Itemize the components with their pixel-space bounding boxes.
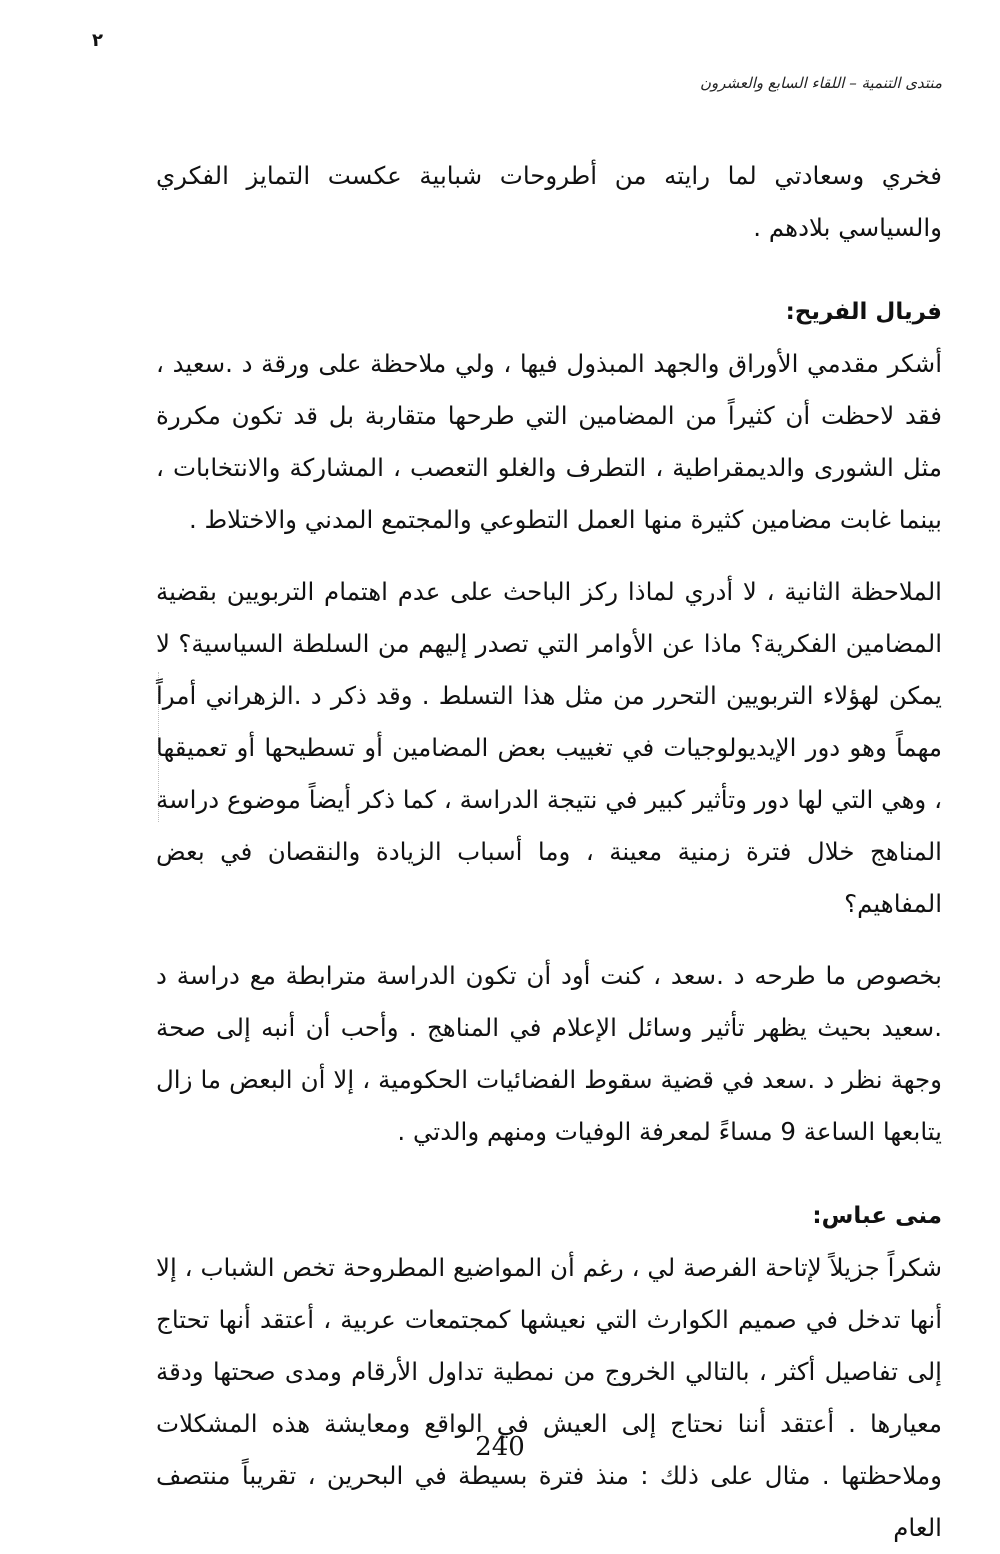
paragraph-faryal-2: الملاحظة الثانية ، لا أدري لماذا ركز الباحث على عدم اهتمام التربويين بقضية المضامين الفكرية؟ ماذا عن الأوامر التي تصدر إليهم من السلطة السياسية؟ لا يمكن لهؤلاء التربويين التحرر من مثل هذا التسلط . وقد ذكر د .الزهراني أمراً مهماً وهو دور الإيديولوجيات في تغييب بعض المضامين أو تسطيحها أو تعميقها ، وهي التي لها دور وتأثير كبير في نتيجة الدراسة ، كما ذكر أيضاً موضوع دراسة المناهج خلال فترة زمنية معينة ، وما أسباب الزيادة والنقصان في بعض المفاهيم؟ bbox=[156, 577, 942, 918]
paragraph-faryal-1: أشكر مقدمي الأوراق والجهد المبذول فيها ، ولي ملاحظة على ورقة د .سعيد ، فقد لاحظت أن كثيراً من المضامين التي طرحها متقاربة بل قد تكون مكررة مثل الشورى والديمقراطية ، التطرف والغلو التعصب ، المشاركة والانتخابات ، بينما غابت مضامين كثيرة منها العمل التطوعي والمجتمع المدني والاختلاط . bbox=[156, 349, 942, 534]
corner-mark: ٢ bbox=[92, 30, 103, 51]
page-number: 240 bbox=[475, 1432, 525, 1462]
paragraph-mona-1: شكراً جزيلاً لإتاحة الفرصة لي ، رغم أن المواضيع المطروحة تخص الشباب ، إلا أنها تدخل في صميم الكوارث التي نعيشها كمجتمعات عربية ، أعتقد أنها تحتاج إلى تفاصيل أكثر ، بالتالي الخروج من نمطية تداول الأرقام ومدى صحتها ودقة معيارها . أعتقد أننا نحتاج إلى العيش في الواقع ومعايشة هذه المشكلات وملاحظتها . مثال على ذلك : منذ فترة بسيطة في البحرين ، تقريباً منتصف العام bbox=[156, 1253, 942, 1542]
paragraph-intro: فخري وسعادتي لما رايته من أطروحات شبابية عكست التمايز الفكري والسياسي بلادهم . bbox=[156, 161, 942, 242]
running-header: منتدى التنمية – اللقاء السابع والعشرون bbox=[700, 74, 942, 92]
speaker-heading-mona: منى عباس: bbox=[812, 1203, 942, 1229]
body-text bbox=[156, 150, 942, 1554]
speaker-heading-faryal: فريال الفريح: bbox=[785, 299, 942, 325]
paragraph-faryal-3: بخصوص ما طرحه د .سعد ، كنت أود أن تكون الدراسة مترابطة مع دراسة د .سعيد بحيث يظهر تأثير وسائل الإعلام في المناهج . وأحب أن أنبه إلى صحة وجهة نظر د .سعد في قضية سقوط الفضائيات الحكومية ، إلا أن البعض ما زال يتابعها الساعة 9 مساءً لمعرفة الوفيات ومنهم والدتي . bbox=[156, 961, 942, 1146]
